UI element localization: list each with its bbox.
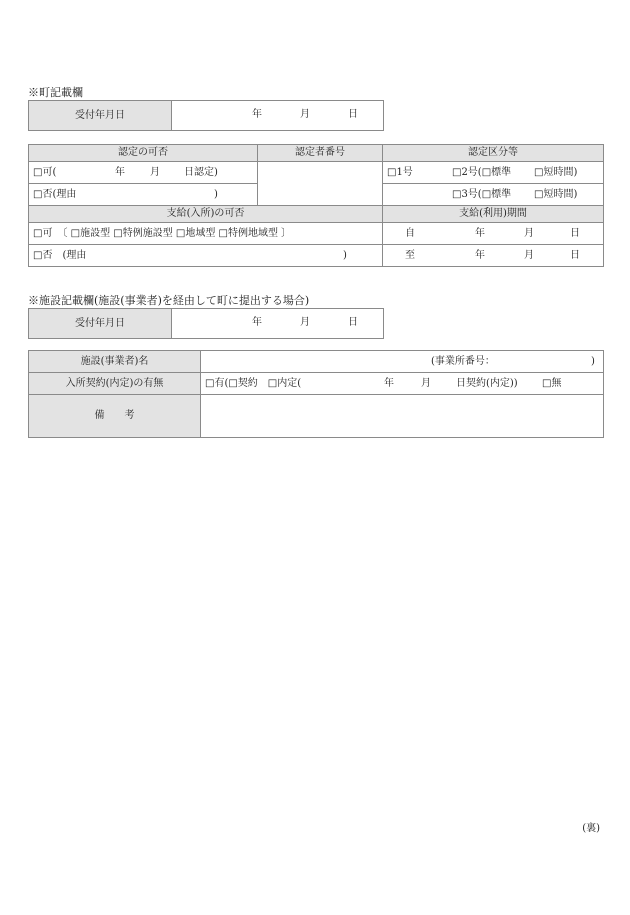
town-receipt-label: 受付年月日 bbox=[29, 101, 172, 131]
cert-ng-option[interactable] bbox=[29, 184, 258, 206]
town-receipt-date-field[interactable] bbox=[172, 101, 384, 131]
period-to-row[interactable] bbox=[383, 245, 604, 267]
cert-ng-close: ) bbox=[214, 189, 218, 200]
remarks-field[interactable] bbox=[201, 395, 604, 438]
facility-receipt-table bbox=[28, 308, 384, 339]
period-from-month: 月 bbox=[524, 228, 534, 239]
period-from-year: 年 bbox=[475, 228, 485, 239]
category-3-checkbox[interactable]: □3号(□標準 bbox=[452, 189, 512, 200]
period-to-label: 至 bbox=[405, 250, 415, 261]
category-row-2[interactable] bbox=[383, 184, 604, 206]
facility-name-label: 施設(事業者)名 bbox=[29, 351, 201, 373]
town-receipt-day: 日 bbox=[348, 109, 358, 120]
facility-receipt-month: 月 bbox=[300, 317, 310, 328]
period-from-row[interactable] bbox=[383, 223, 604, 245]
supply-ok-label: □可 〔 □施設型 □特例施設型 □地域型 □特例地域型 〕 bbox=[33, 228, 292, 239]
header-certification: 認定の可否 bbox=[29, 145, 258, 162]
office-number-close: ) bbox=[591, 356, 595, 367]
town-section-title: ※町記載欄 bbox=[28, 86, 83, 99]
category-1-checkbox[interactable]: □1号 bbox=[387, 167, 413, 178]
supply-ng-close: ) bbox=[343, 250, 347, 261]
header-supply: 支給(入所)の可否 bbox=[29, 206, 383, 223]
cert-ok-year: 年 bbox=[115, 167, 125, 178]
certification-number-field[interactable] bbox=[258, 162, 383, 206]
header-certification-category: 認定区分等 bbox=[383, 145, 604, 162]
town-receipt-year: 年 bbox=[252, 109, 262, 120]
facility-receipt-date-field[interactable] bbox=[172, 309, 384, 339]
facility-receipt-label: 受付年月日 bbox=[29, 309, 172, 339]
town-receipt-month: 月 bbox=[300, 109, 310, 120]
supply-ng-option[interactable] bbox=[29, 245, 383, 267]
contract-month: 月 bbox=[421, 378, 431, 389]
contract-label: 入所契約(内定)の有無 bbox=[29, 373, 201, 395]
supply-ok-option[interactable] bbox=[29, 223, 383, 245]
cert-ok-label: □可( bbox=[33, 167, 57, 178]
period-to-day: 日 bbox=[570, 250, 580, 261]
remarks-label: 備 考 bbox=[29, 395, 201, 438]
contract-options[interactable] bbox=[201, 373, 604, 395]
contract-no-checkbox[interactable]: □無 bbox=[542, 378, 562, 389]
category-row-1[interactable] bbox=[383, 162, 604, 184]
contract-yes-checkbox[interactable]: □有(□契約 □内定( bbox=[205, 378, 302, 389]
facility-info-table bbox=[28, 350, 604, 438]
supply-ng-label: □否 (理由 bbox=[33, 250, 87, 261]
cert-ng-label: □否(理由 bbox=[33, 189, 77, 200]
header-certification-number: 認定者番号 bbox=[258, 145, 383, 162]
period-to-year: 年 bbox=[475, 250, 485, 261]
header-supply-period: 支給(利用)期間 bbox=[383, 206, 604, 223]
category-2-checkbox[interactable]: □2号(□標準 bbox=[452, 167, 512, 178]
certification-table bbox=[28, 144, 604, 267]
period-from-label: 自 bbox=[405, 228, 415, 239]
facility-receipt-day: 日 bbox=[348, 317, 358, 328]
town-receipt-table bbox=[28, 100, 384, 131]
facility-section-title: ※施設記載欄(施設(事業者)を経由して町に提出する場合) bbox=[28, 294, 310, 307]
cert-ok-option[interactable] bbox=[29, 162, 258, 184]
category-2-short-checkbox[interactable]: □短時間) bbox=[534, 167, 578, 178]
period-from-day: 日 bbox=[570, 228, 580, 239]
page-side-label: (裏) bbox=[582, 823, 600, 834]
category-3-short-checkbox[interactable]: □短時間) bbox=[534, 189, 578, 200]
facility-name-field[interactable] bbox=[201, 351, 604, 373]
cert-ok-day: 日認定) bbox=[184, 167, 218, 178]
contract-year: 年 bbox=[384, 378, 394, 389]
facility-receipt-year: 年 bbox=[252, 317, 262, 328]
period-to-month: 月 bbox=[524, 250, 534, 261]
contract-day: 日契約(内定)) bbox=[456, 378, 518, 389]
office-number-label: (事業所番号： bbox=[431, 356, 495, 367]
cert-ok-month: 月 bbox=[150, 167, 160, 178]
